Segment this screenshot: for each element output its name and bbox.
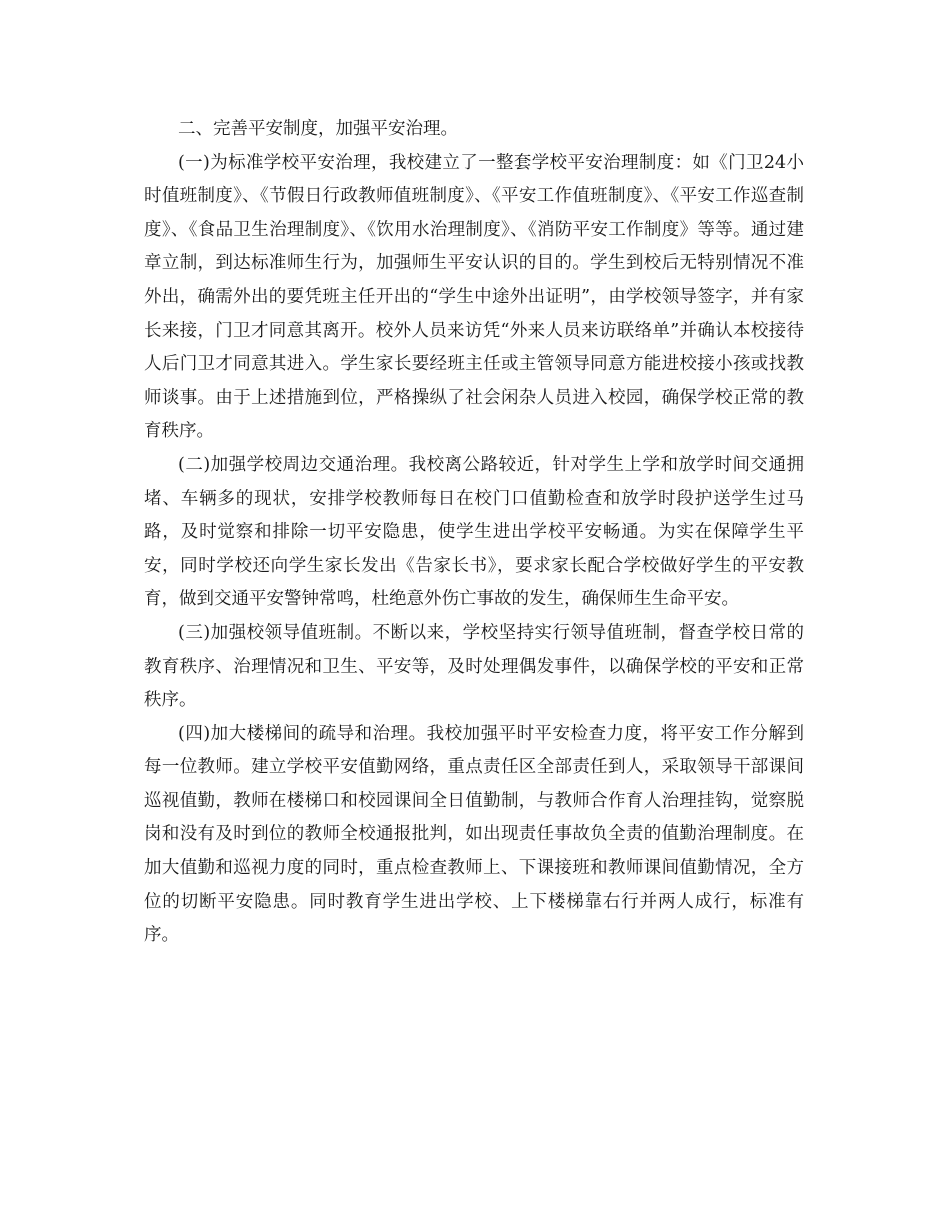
document-body bbox=[144, 113, 804, 953]
paragraph-1: (一)为标准学校平安治理，我校建立了一整套学校平安治理制度：如《门卫24小时值班制度》、《节假日行政教师值班制度》、《平安工作值班制度》、《平安工作巡查制度》、《食品卫生治理制度》、《饮用水治理制度》、《消防平安工作制度》等等。通过建章立制，到达标准师生行为，加强师生平安认识的目的。学生到校后无特别情况不准外出，确需外出的要凭班主任开出的“学生中途外出证明”，由学校领导签字，并有家长来接，门卫才同意其离开。校外人员来访凭“外来人员来访联络单”并确认本校接待人后门卫才同意其进入。学生家长要经班主任或主管领导同意方能进校接小孩或找教师谈事。由于上述措施到位，严格操纵了社会闲杂人员进入校园，确保学校正常的教育秩序。 bbox=[144, 152, 804, 442]
paragraph-2: (二)加强学校周边交通治理。我校离公路较近，针对学生上学和放学时间交通拥堵、车辆多的现状，安排学校教师每日在校门口值勤检查和放学时段护送学生过马路，及时觉察和排除一切平安隐患，使学生进出学校平安畅通。为实在保障学生平安，同时学校还向学生家长发出《告家长书》，要求家长配合学校做好学生的平安教育，做到交通平安警钟常鸣，杜绝意外伤亡事故的发生，确保师生生命平安。 bbox=[144, 454, 804, 610]
section-heading: 二、完善平安制度，加强平安治理。 bbox=[178, 119, 458, 139]
paragraph-3: (三)加强校领导值班制。不断以来，学校坚持实行领导值班制，督查学校日常的教育秩序、治理情况和卫生、平安等，及时处理偶发事件，以确保学校的平安和正常秩序。 bbox=[144, 622, 804, 711]
paragraph-4: (四)加大楼梯间的疏导和治理。我校加强平时平安检查力度，将平安工作分解到每一位教师。建立学校平安值勤网络，重点责任区全部责任到人，采取领导干部课间巡视值勤，教师在楼梯口和校园课间全日值勤制，与教师合作育人治理挂钩，觉察脱岗和没有及时到位的教师全校通报批判，如出现责任事故负全责的值勤治理制度。在加大值勤和巡视力度的同时，重点检查教师上、下课接班和教师课间值勤情况，全方位的切断平安隐患。同时教育学生进出学校、上下楼梯靠右行并两人成行，标准有序。 bbox=[144, 723, 804, 946]
